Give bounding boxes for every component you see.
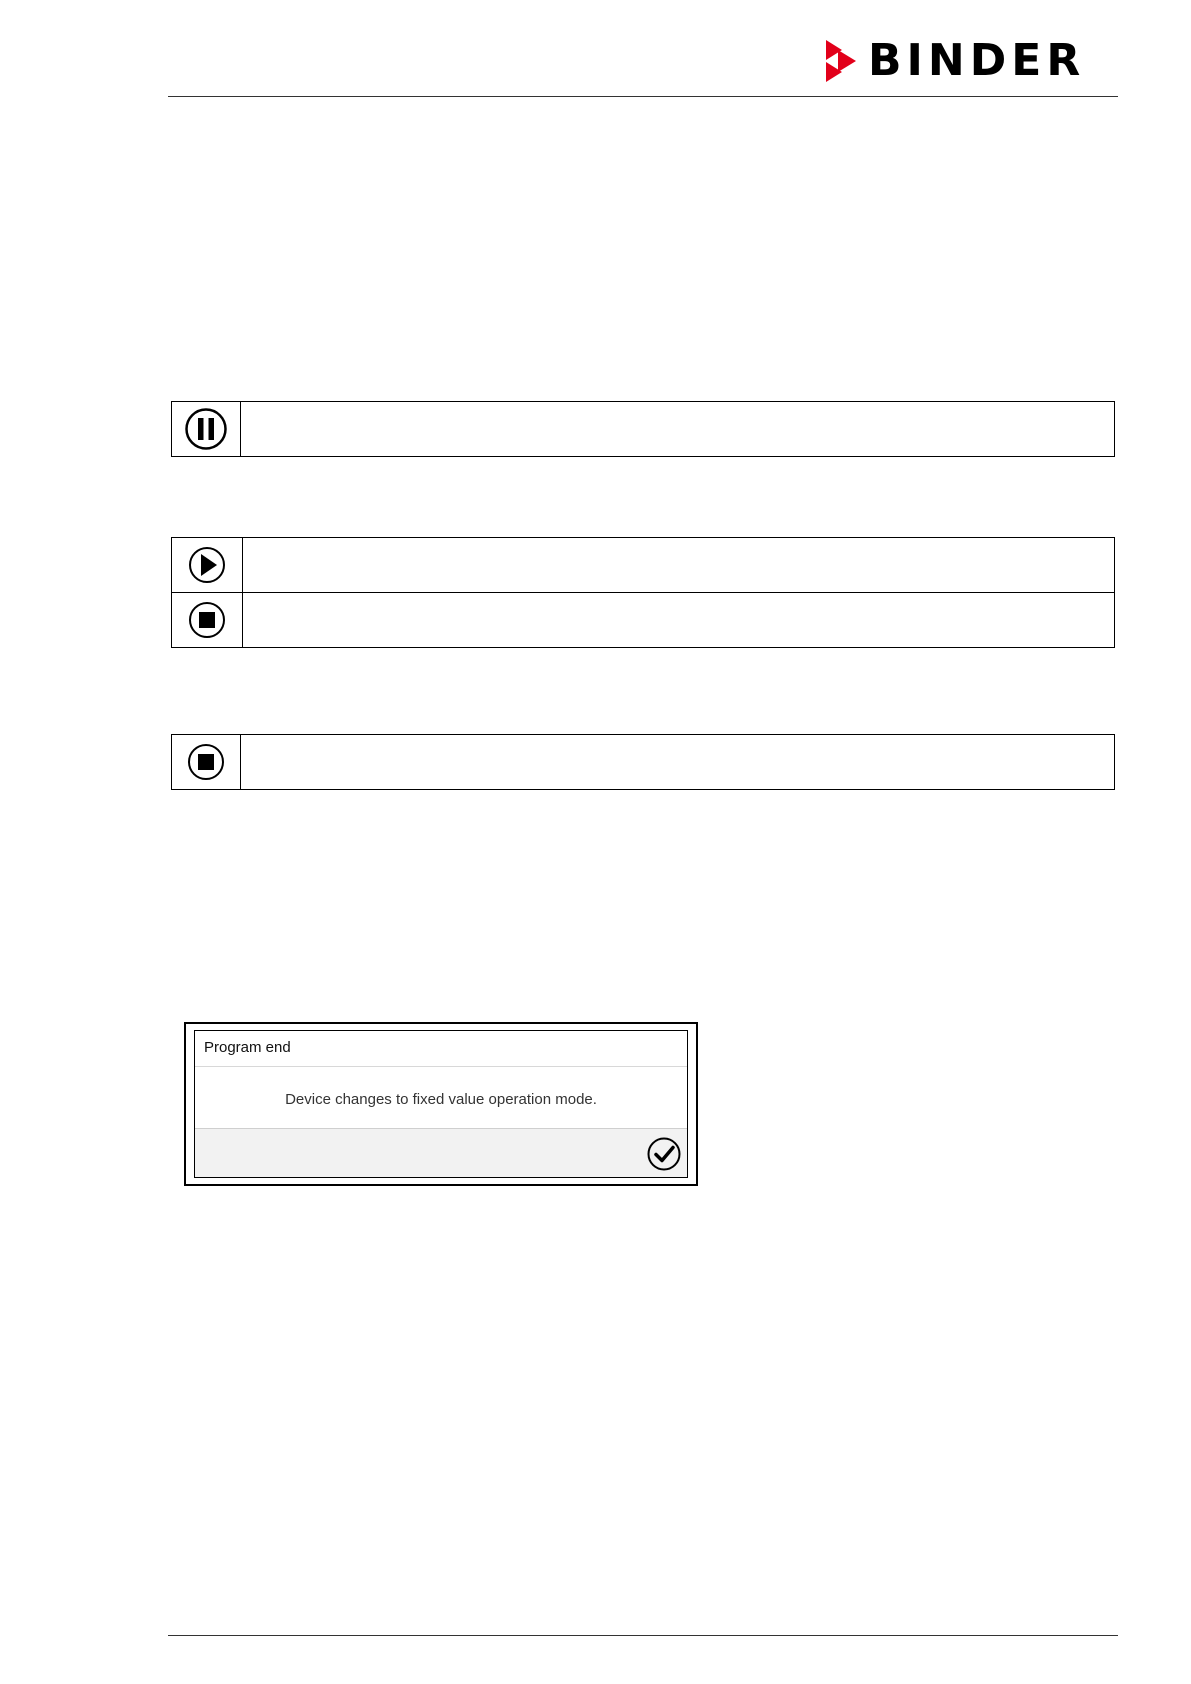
- binder-logo-mark-icon: [826, 40, 856, 82]
- dialog-footer: [195, 1128, 687, 1177]
- confirm-checkmark-button[interactable]: [647, 1137, 681, 1171]
- header-divider: [168, 96, 1118, 97]
- brand-name: BINDER: [868, 35, 1086, 86]
- table-row: [172, 735, 1115, 790]
- table-row: [172, 402, 1115, 457]
- dialog-title: Program end: [195, 1031, 687, 1067]
- dialog-message: Device changes to fixed value operation mode.: [285, 1091, 597, 1108]
- play-stop-table: [171, 537, 1115, 648]
- table-row: [172, 593, 1115, 648]
- program-end-dialog-frame: [184, 1022, 698, 1186]
- description-cell: [241, 735, 1115, 790]
- table-row: [172, 538, 1115, 593]
- play-circle-icon: [188, 546, 226, 584]
- icon-cell: [172, 593, 243, 648]
- footer-divider: [168, 1635, 1118, 1636]
- stop-circle-icon: [188, 601, 226, 639]
- icon-cell: [172, 402, 241, 457]
- icon-cell: [172, 538, 243, 593]
- stop-circle-icon: [187, 743, 225, 781]
- pause-circle-icon: [184, 407, 228, 451]
- icon-cell: [172, 735, 241, 790]
- description-cell: [243, 593, 1115, 648]
- description-cell: [241, 402, 1115, 457]
- binder-logo: [826, 35, 1116, 86]
- program-end-dialog: [194, 1030, 688, 1178]
- pause-table: [171, 401, 1115, 457]
- description-cell: [243, 538, 1115, 593]
- stop-table: [171, 734, 1115, 790]
